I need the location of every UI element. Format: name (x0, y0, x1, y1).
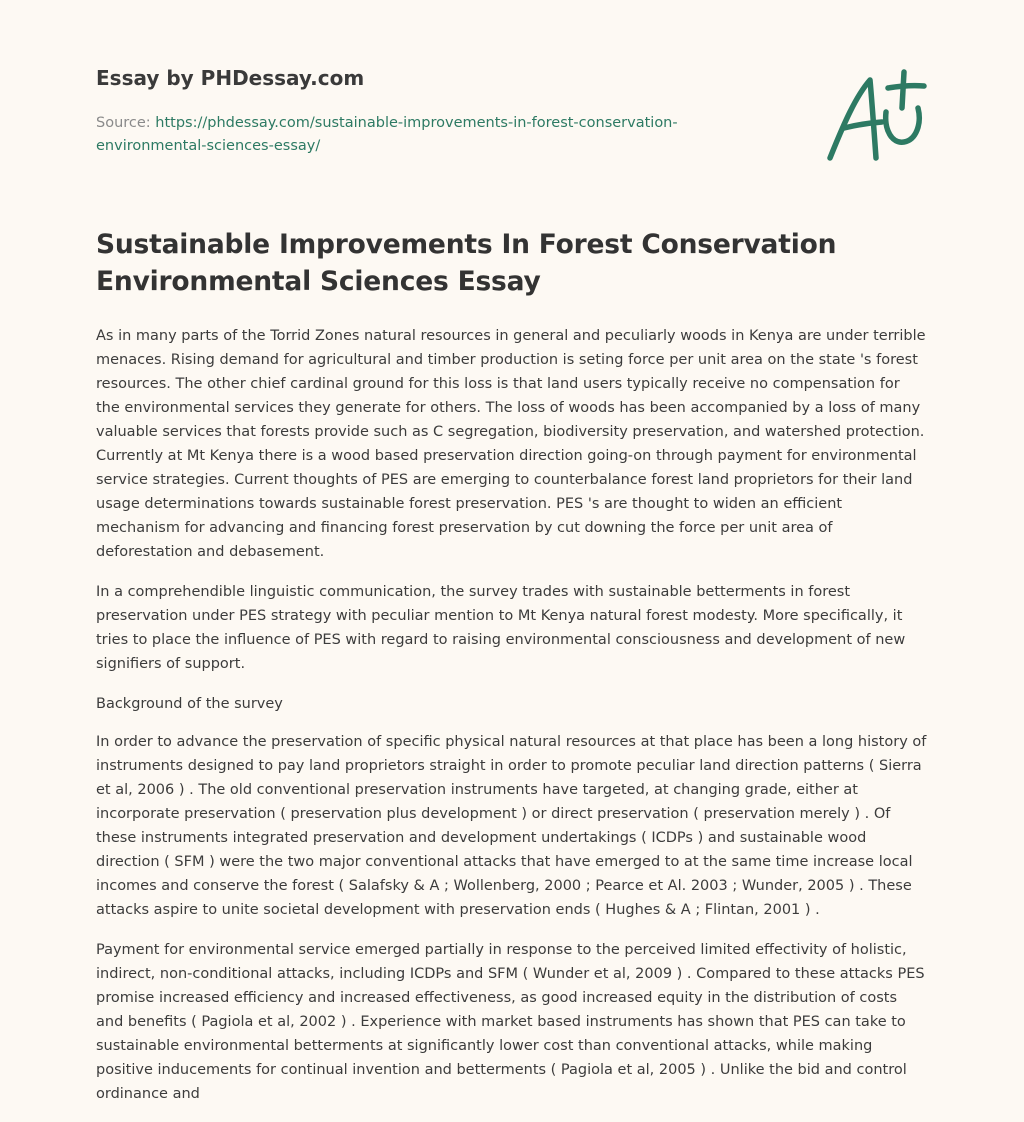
essay-paragraph: In order to advance the preservation of specific physical natural resources at that place has been a long history of instruments designed to pay land proprietors straight in order to promote peculiar land direction patterns ( Sierra et al, 2006 ) . The old conventional preservation instruments have targeted, at changing grade, either at incorporate preservation ( preservation plus development ) or direct preservation ( preservation merely ) . Of these instruments integrated preservation and development undertakings ( ICDPs ) and sustainable wood direction ( SFM ) were the two major conventional attacks that have emerged to at the same time increase local incomes and conserve the forest ( Salafsky & A ; Wollenberg, 2000 ; Pearce et Al. 2003 ; Wunder, 2005 ) . These attacks aspire to unite societal development with preservation ends ( Hughes & A ; Flintan, 2001 ) . (96, 734, 927, 918)
essay-body (96, 324, 928, 1122)
source-label: Source: (96, 115, 156, 131)
section-heading: Background of the survey (96, 696, 283, 712)
essay-title: Sustainable Improvements In Forest Conservation Environmental Sciences Essay (96, 229, 837, 297)
essay-paragraph: In a comprehendible linguistic communication, the survey trades with sustainable betterments in forest preservation under PES strategy with peculiar mention to Mt Kenya natural forest modesty. More specifically, it tries to place the influence of PES with regard to raising environmental consciousness and development of new signifiers of support. (96, 584, 906, 672)
a-plus-grade-icon (820, 68, 930, 168)
source-link[interactable]: https://phdessay.com/sustainable-improvements-in-forest-conservation-environmental-sciences-essay/ (96, 115, 678, 154)
page-header (96, 64, 736, 158)
essay-paragraph: Payment for environmental service emerged partially in response to the perceived limited effectivity of holistic, indirect, non-conditional attacks, including ICDPs and SFM ( Wunder et al, 2009 ) . Compared to these attacks PES promise increased efficiency and increased effectiveness, as good increased equity in the distribution of costs and benefits ( Pagiola et al, 2002 ) . Experience with market based instruments has shown that PES can take to sustainable environmental betterments at significantly lower cost than conventional attacks, while making positive inducements for continual invention and betterments ( Pagiola et al, 2005 ) . Unlike the bid and control ordinance and (96, 942, 925, 1102)
essay-paragraph: As in many parts of the Torrid Zones natural resources in general and peculiarly woods in Kenya are under terrible menaces. Rising demand for agricultural and timber production is seting force per unit area on the state 's forest resources. The other chief cardinal ground for this loss is that land users typically receive no compensation for the environmental services they generate for others. The loss of woods has been accompanied by a loss of many valuable services that forests provide such as C segregation, biodiversity preservation, and watershed protection. Currently at Mt Kenya there is a wood based preservation direction going-on through payment for environmental service strategies. Current thoughts of PES are emerging to counterbalance forest land proprietors for their land usage determinations towards sustainable forest preservation. PES 's are thought to widen an efficient mechanism for advancing and financing forest preservation by cut downing the force per unit area of deforestation and debasement. (96, 328, 926, 560)
source-line (96, 112, 736, 158)
site-brand: Essay by PHDessay.com (96, 66, 365, 90)
